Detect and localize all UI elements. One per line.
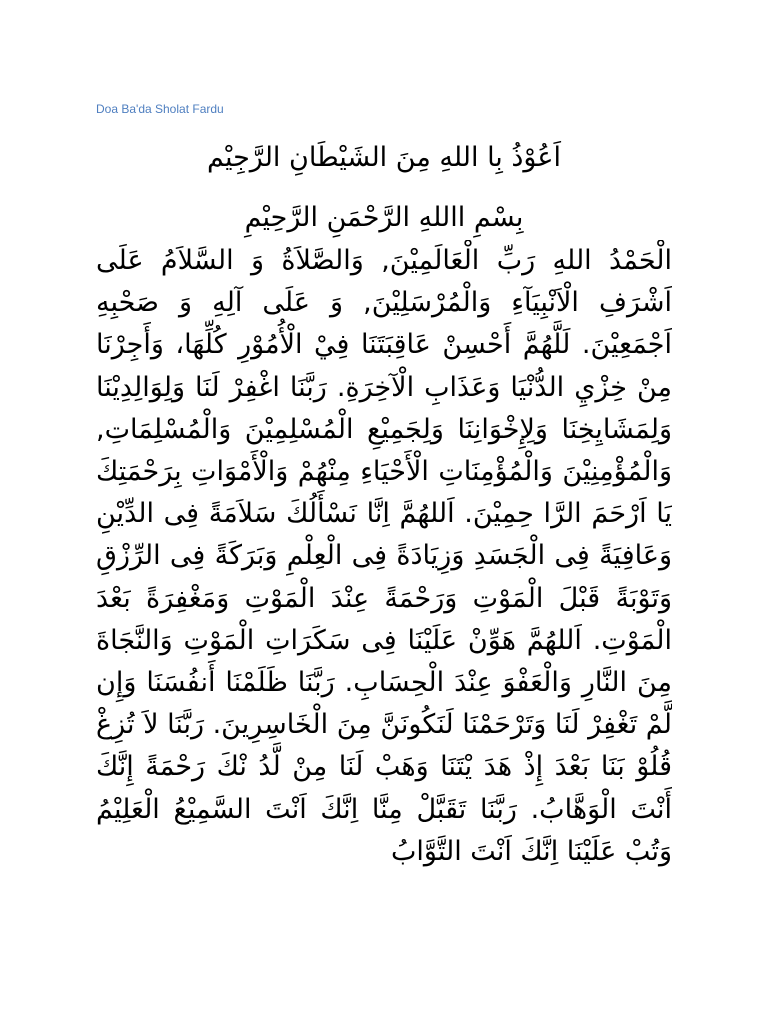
- basmalah-heading: بِسْمِ االلهِ الرَّحْمَنِ الرَّحِيْمِ: [244, 202, 524, 233]
- document-title: Doa Ba'da Sholat Fardu: [96, 102, 224, 116]
- taawwudz-heading: اَعُوْذُ بِا اللهِ مِنَ الشَيْطَانِ الرَّجِيْم: [207, 142, 561, 173]
- prayer-text: الْحَمْدُ اللهِ رَبِّ الْعَالَمِيْنَ, وَالصَّلاَةُ وَ السَّلاَمُ عَلَى اَشْرَفِ الْاَنْبِيَآءِ وَالْمُرْسَلِيْنَ, وَ عَلَى آلِهِ وَ صَحْبِهِ اَجْمَعِيْنَ. لَلَّهُمَّ أَحْسِنْ عَاقِبَتَنَا فِيْ الْأُمُوْرِ كُلِّهَا، وَأَجِرْنَا مِنْ خِزْيِ الدُّنْيَا وَعَذَابِ الْآخِرَةِ. رَبَّنَا اغْفِرْ لَنَا وَلِوَالِدِيْنَا وَلِمَشَايِخِنَا وَلِإِخْوَانِنَا وَلِجَمِيْعِ الْمُسْلِمِيْنَ وَالْمُسْلِمَاتِ, وَالْمُؤْمِنِيْنَ وَالْمُؤْمِنَاتِ الْأَحْيَاءِ مِنْهُمْ وَالْأَمْوَاتِ بِرَحْمَتِكَ يَا اَرْحَمَ الرَّا حِمِيْنَ. اَللهُمَّ اِنَّا نَسْأَلُكَ سَلاَمَةً فِى الدِّيْنِ وَعَافِيَةً فِى الْجَسَدِ وَزِيَادَةً فِى الْعِلْمِ وَبَرَكَةً فِى الرِّزْقِ وَتَوْبَةً قَبْلَ الْمَوْتِ وَرَحْمَةً عِنْدَ الْمَوْتِ وَمَغْفِرَةً بَعْدَ الْمَوْتِ. اَللهُمَّ هَوِّنْ عَلَيْنَا فِى سَكَرَاتِ الْمَوْتِ وَالنَّجَاةَ مِنَ النَّارِ وَالْعَفْوَ عِنْدَ الْحِسَابِ. رَبَّنَا ظَلَمْنَا أَنفُسَنَا وَإِن لَّمْ تَغْفِرْ لَنَا وَتَرْحَمْنَا لَنَكُونَنَّ مِنَ الْخَاسِرِينَ. رَبَّنَا لاَ تُزِغْ قُلُوْ بَنَا بَعْدَ إِذْ هَدَ يْتَنَا وَهَبْ لَنَا مِنْ لَّدُ نْكَ رَحْمَةً إِنَّكَ أَنْتَ الْوَهَّابُ. رَبَّنَا تَقَبَّلْ مِنَّا اِنَّكَ اَنْتَ السَّمِيْعُ الْعَلِيْمُ وَتُبْ عَلَيْنَا اِنَّكَ اَنْتَ التَّوَّابُ: [96, 245, 672, 867]
